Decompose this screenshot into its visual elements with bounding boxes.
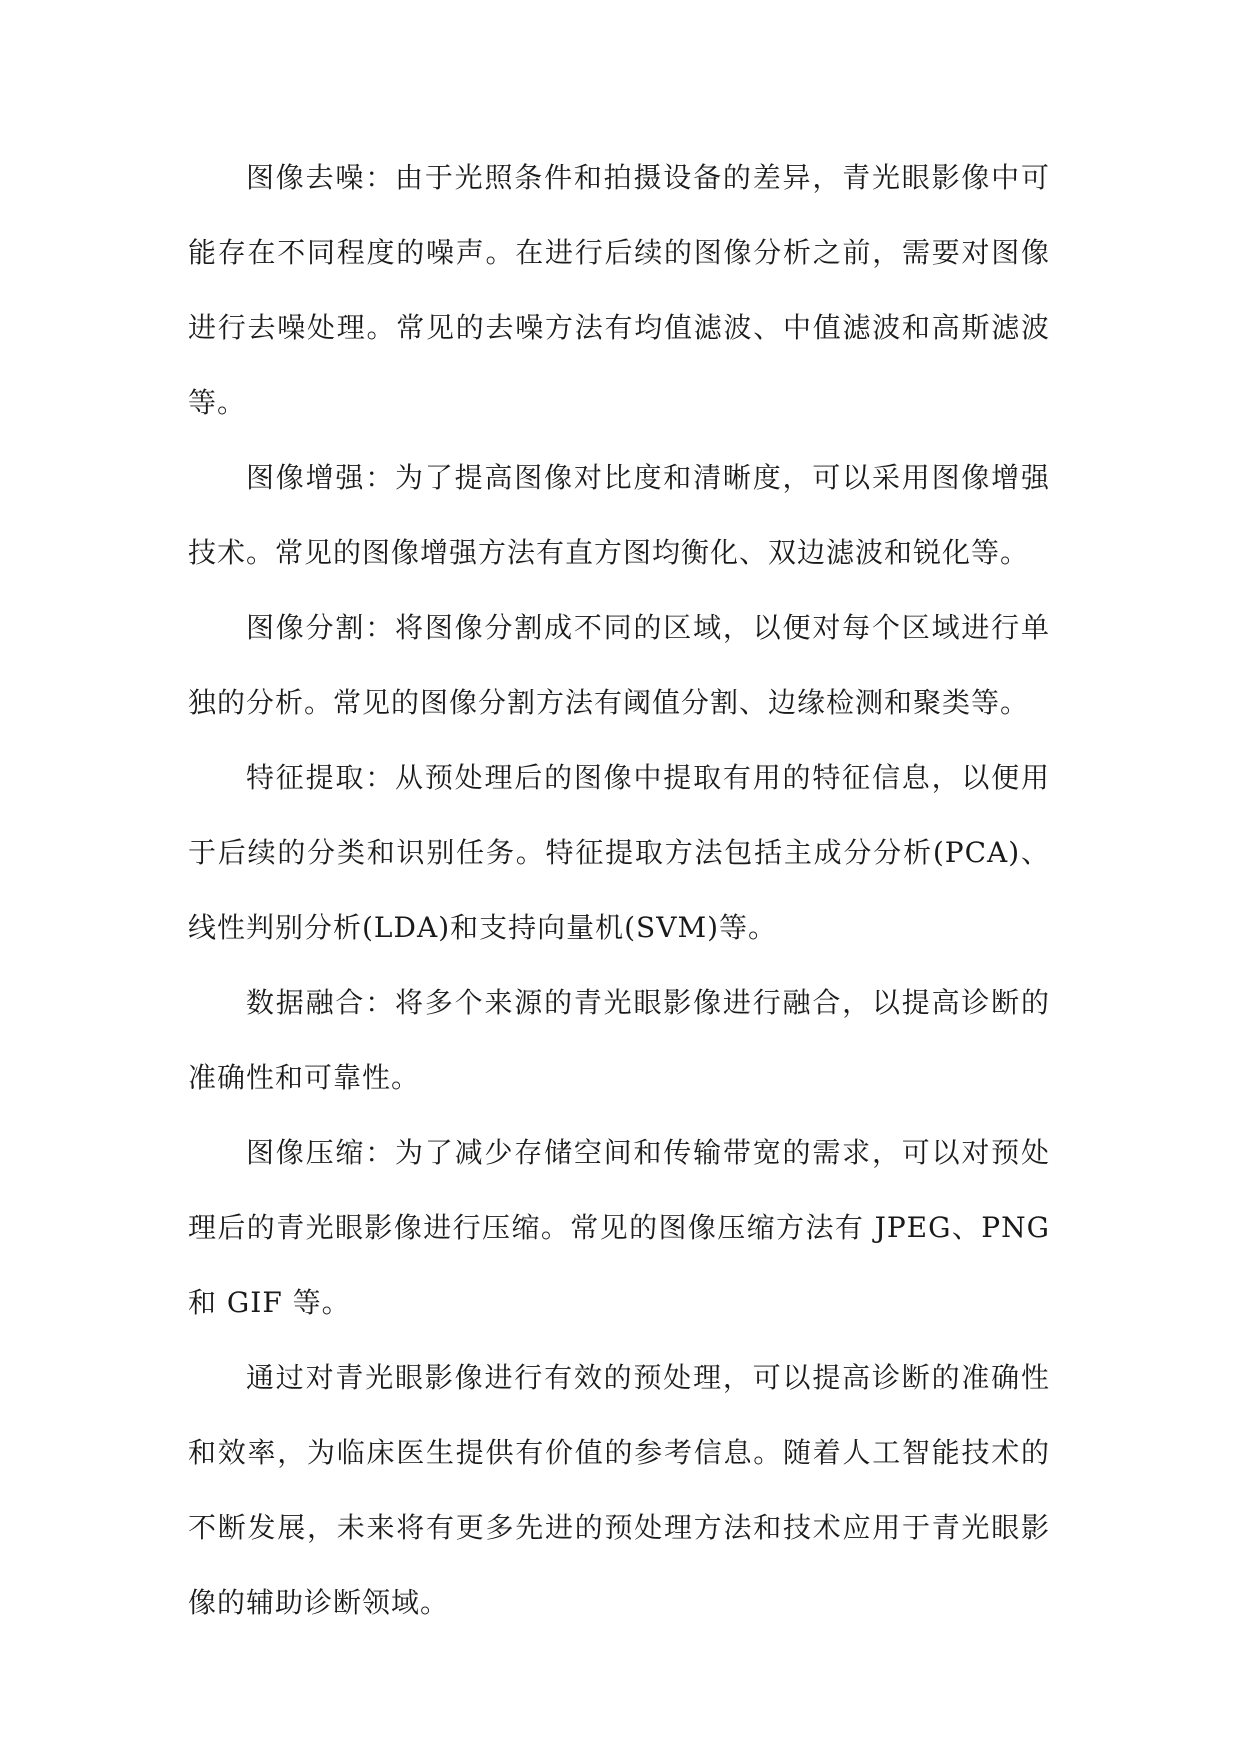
paragraph-feature-extraction: 特征提取：从预处理后的图像中提取有用的特征信息，以便用于后续的分类和识别任务。特征提取方法包括主成分分析(PCA)、线性判别分析(LDA)和支持向量机(SVM)等。 <box>188 761 1050 944</box>
document-body <box>188 140 1050 1640</box>
paragraph-image-segmentation: 图像分割：将图像分割成不同的区域，以便对每个区域进行单独的分析。常见的图像分割方法有阈值分割、边缘检测和聚类等。 <box>188 611 1050 719</box>
paragraph-image-enhancement: 图像增强：为了提高图像对比度和清晰度，可以采用图像增强技术。常见的图像增强方法有直方图均衡化、双边滤波和锐化等。 <box>188 461 1050 569</box>
paragraph-image-compression: 图像压缩：为了减少存储空间和传输带宽的需求，可以对预处理后的青光眼影像进行压缩。常见的图像压缩方法有 JPEG、PNG 和 GIF 等。 <box>188 1136 1050 1319</box>
paragraph-conclusion: 通过对青光眼影像进行有效的预处理，可以提高诊断的准确性和效率，为临床医生提供有价值的参考信息。随着人工智能技术的不断发展，未来将有更多先进的预处理方法和技术应用于青光眼影像的辅助诊断领域。 <box>188 1361 1050 1619</box>
paragraph-image-denoising: 图像去噪：由于光照条件和拍摄设备的差异，青光眼影像中可能存在不同程度的噪声。在进行后续的图像分析之前，需要对图像进行去噪处理。常见的去噪方法有均值滤波、中值滤波和高斯滤波等。 <box>188 161 1050 419</box>
paragraph-data-fusion: 数据融合：将多个来源的青光眼影像进行融合，以提高诊断的准确性和可靠性。 <box>188 986 1050 1094</box>
